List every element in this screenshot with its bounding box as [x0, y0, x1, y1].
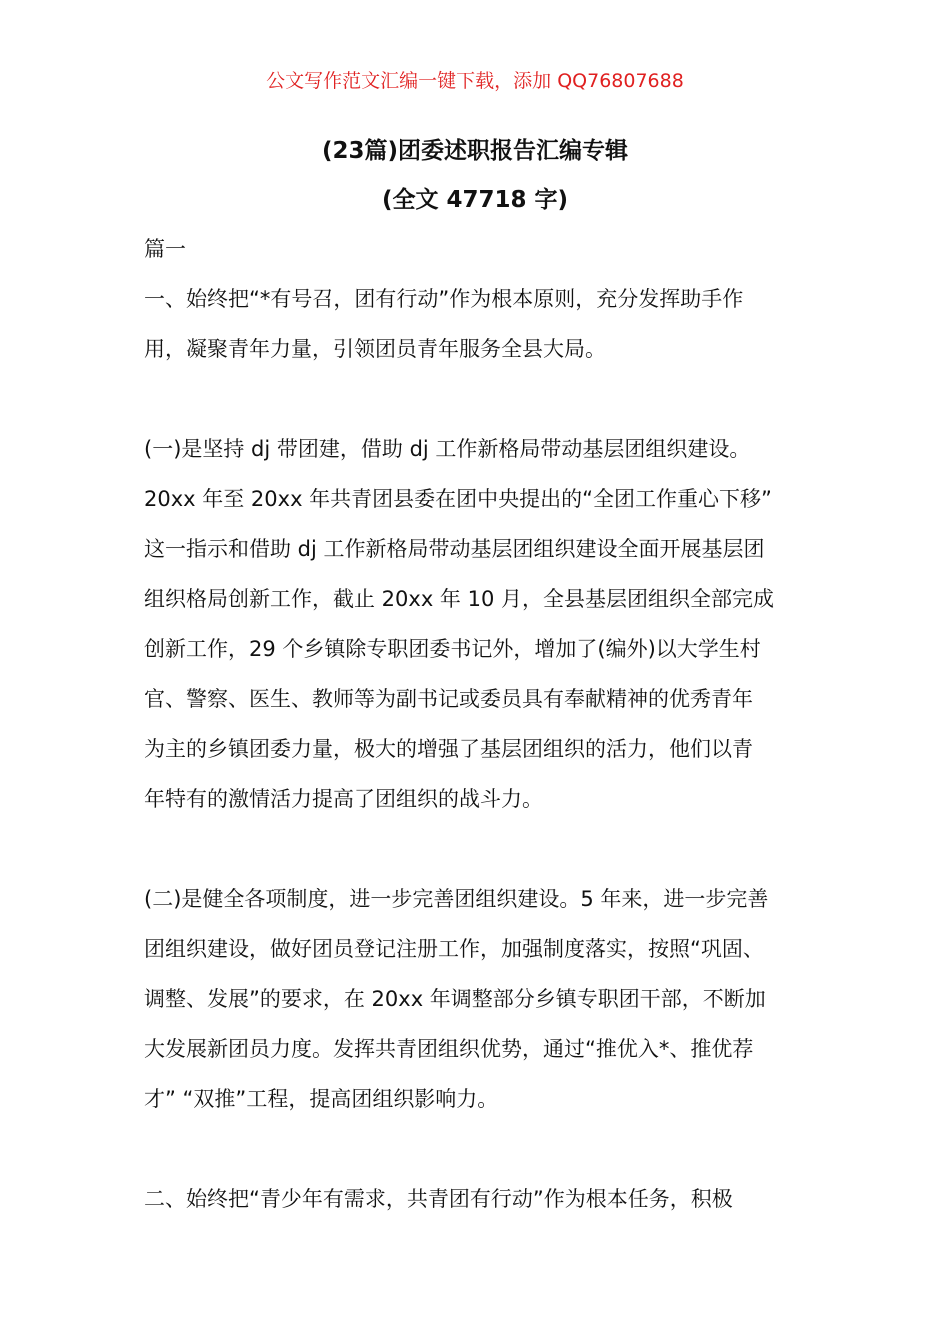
paragraph-1 — [144, 282, 814, 382]
paragraph-3 — [144, 882, 814, 1132]
paragraph-line: 年特有的激情活力提高了团组织的战斗力。 — [144, 787, 543, 811]
document-body — [144, 232, 814, 1232]
download-promo-note: 公文写作范文汇编一键下载，添加 QQ76807688 — [266, 70, 684, 92]
paragraph-line: 团组织建设，做好团员登记注册工作，加强制度落实，按照“巩固、 — [144, 937, 764, 961]
paragraph-line: 为主的乡镇团委力量，极大的增强了基层团组织的活力，他们以青 — [144, 737, 753, 761]
paragraph-line: 创新工作，29 个乡镇除专职团委书记外，增加了(编外)以大学生村 — [144, 637, 761, 661]
paragraph-spacer — [144, 832, 814, 882]
paragraph-line: 官、警察、医生、教师等为副书记或委员具有奉献精神的优秀青年 — [144, 687, 753, 711]
paragraph-line: (二)是健全各项制度，进一步完善团组织建设。5 年来，进一步完善 — [144, 887, 769, 911]
paragraph-line: 组织格局创新工作，截止 20xx 年 10 月，全县基层团组织全部完成 — [144, 587, 774, 611]
paragraph-line: (一)是坚持 dj 带团建，借助 dj 工作新格局带动基层团组织建设。 — [144, 437, 751, 461]
paragraph-line: 二、始终把“青少年有需求，共青团有行动”作为根本任务，积极 — [144, 1187, 733, 1211]
paragraph-line: 才” “双推”工程，提高团组织影响力。 — [144, 1087, 499, 1111]
paragraph-line: 大发展新团员力度。发挥共青团组织优势，通过“推优入*、推优荐 — [144, 1037, 754, 1061]
paragraph-4 — [144, 1182, 814, 1232]
paragraph-line: 用，凝聚青年力量，引领团员青年服务全县大局。 — [144, 337, 606, 361]
section-label: 篇一 — [144, 237, 186, 261]
paragraph-line: 调整、发展”的要求，在 20xx 年调整部分乡镇专职团干部，不断加 — [144, 987, 766, 1011]
paragraph-line: 一、始终把“*有号召，团有行动”作为根本原则，充分发挥助手作 — [144, 287, 744, 311]
paragraph-line: 20xx 年至 20xx 年共青团县委在团中央提出的“全团工作重心下移” — [144, 487, 772, 511]
paragraph-spacer — [144, 1132, 814, 1182]
document-title: (23篇)团委述职报告汇编专辑 — [321, 138, 629, 164]
paragraph-2 — [144, 432, 814, 832]
document-word-count: (全文 47718 字) — [381, 187, 569, 213]
paragraph-spacer — [144, 382, 814, 432]
paragraph-line: 这一指示和借助 dj 工作新格局带动基层团组织建设全面开展基层团 — [144, 537, 765, 561]
